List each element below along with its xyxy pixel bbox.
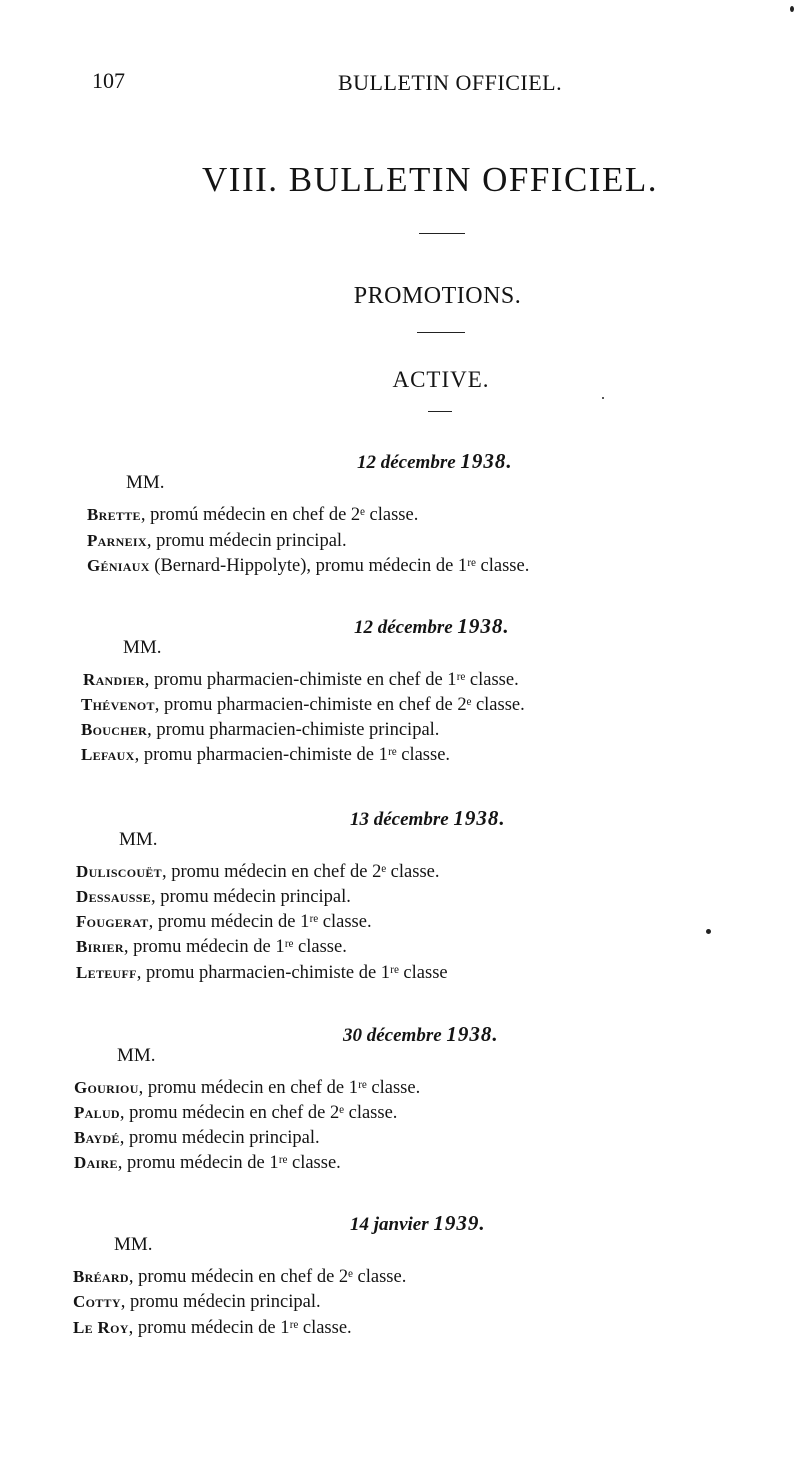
officer-name: Birier — [76, 937, 124, 956]
divider-rule — [419, 233, 465, 234]
officer-name: Thévenot — [81, 695, 155, 714]
promotion-entry: Thévenot, promu pharmacien-chimiste en chef de 2ᵉ classe. — [81, 695, 525, 715]
group-salutation: MM. — [117, 1045, 156, 1066]
promotion-entry: Leteuff, promu pharmacien-chimiste de 1ʳᵉ classe — [76, 963, 448, 983]
promotion-entry: Daire, promu médecin de 1ʳᵉ classe. — [74, 1153, 341, 1173]
promotion-entry: Baydé, promu médecin principal. — [74, 1128, 320, 1148]
scan-speck — [706, 929, 711, 934]
group-salutation: MM. — [119, 829, 158, 850]
group-salutation: MM. — [114, 1234, 153, 1255]
promotion-entry: Gouriou, promu médecin en chef de 1ʳᵉ classe. — [74, 1078, 421, 1098]
officer-name: Baydé — [74, 1128, 120, 1147]
promotion-entry: Lefaux, promu pharmacien-chimiste de 1ʳᵉ classe. — [81, 745, 451, 765]
officer-name: Gouriou — [74, 1078, 139, 1097]
group-salutation: MM. — [126, 472, 165, 493]
officer-name: Cotty — [73, 1292, 121, 1311]
divider-rule — [417, 332, 465, 333]
promotion-entry: Le Roy, promu médecin de 1ʳᵉ classe. — [73, 1318, 352, 1338]
promotion-entry: Birier, promu médecin de 1ʳᵉ classe. — [76, 937, 347, 957]
promotion-entry: Brette, promú médecin en chef de 2ᵉ classe. — [87, 505, 419, 525]
officer-name: Randier — [83, 670, 145, 689]
promotion-entry: Boucher, promu pharmacien-chimiste principal. — [81, 720, 440, 740]
officer-name: Boucher — [81, 720, 148, 739]
officer-name: Brette — [87, 505, 141, 524]
promotion-entry: Bréard, promu médecin en chef de 2ᵉ classe. — [73, 1267, 407, 1287]
officer-name: Le Roy — [73, 1318, 129, 1337]
promotion-entry: Randier, promu pharmacien-chimiste en chef de 1ʳᵉ classe. — [83, 670, 519, 690]
group-date: 12 décembre 1938. — [357, 449, 513, 473]
officer-name: Daire — [74, 1153, 118, 1172]
officer-name: Dessausse — [76, 887, 152, 906]
promotion-entry: Palud, promu médecin en chef de 2ᵉ classe. — [74, 1103, 398, 1123]
page-number: 107 — [92, 68, 125, 93]
group-salutation: MM. — [123, 637, 162, 658]
promotion-entry: Cotty, promu médecin principal. — [73, 1292, 321, 1312]
officer-name: Duliscouët — [76, 862, 162, 881]
divider-rule — [428, 411, 452, 412]
promotion-entry: Fougerat, promu médecin de 1ʳᵉ classe. — [76, 912, 372, 932]
promotions-heading: PROMOTIONS. — [353, 283, 522, 309]
scan-speck — [790, 6, 794, 12]
section-title: VIII. BULLETIN OFFICIEL. — [202, 160, 658, 199]
officer-name: Géniaux — [87, 556, 150, 575]
officer-name: Palud — [74, 1103, 120, 1122]
promotion-entry: Parneix, promu médecin principal. — [87, 531, 347, 551]
promotion-entry: Géniaux (Bernard-Hippolyte), promu médecin de 1ʳᵉ classe. — [87, 556, 530, 576]
promotion-entry: Duliscouët, promu médecin en chef de 2ᵉ classe. — [76, 862, 440, 882]
officer-name: Bréard — [73, 1267, 129, 1286]
officer-name: Fougerat — [76, 912, 149, 931]
officer-name: Leteuff — [76, 963, 137, 982]
group-date: 30 décembre 1938. — [343, 1022, 499, 1046]
active-heading: ACTIVE. — [392, 367, 490, 392]
group-date: 14 janvier 1939. — [350, 1211, 486, 1235]
promotion-entry: Dessausse, promu médecin principal. — [76, 887, 351, 907]
scan-speck — [602, 397, 604, 399]
officer-name: Parneix — [87, 531, 147, 550]
officer-name: Lefaux — [81, 745, 135, 764]
group-date: 12 décembre 1938. — [354, 614, 510, 638]
group-date: 13 décembre 1938. — [350, 806, 506, 830]
running-head: BULLETIN OFFICIEL. — [338, 70, 563, 95]
